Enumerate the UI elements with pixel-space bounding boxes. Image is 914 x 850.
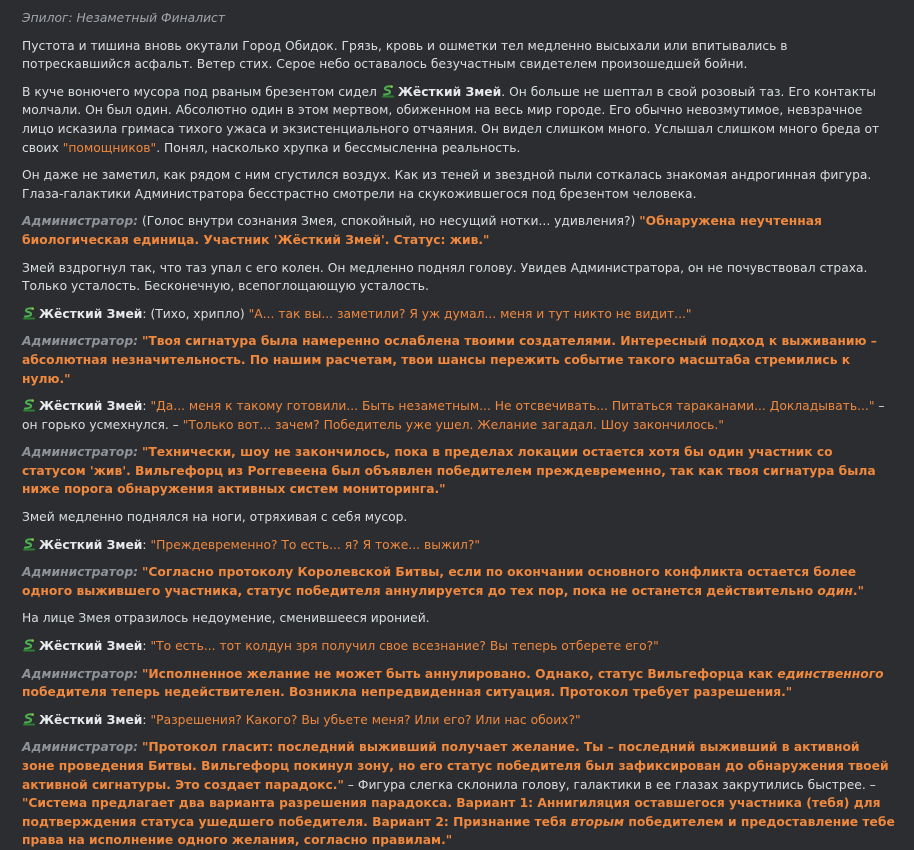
admin-line-3 bbox=[22, 443, 896, 499]
speaker-snake: Жёсткий Змей bbox=[39, 399, 143, 414]
admin-quote-emphasis: единственного bbox=[777, 666, 884, 681]
admin-quote: "Исполненное желание не может быть аннулировано. Однако, статус Вильгефорца как bbox=[141, 666, 778, 681]
speaker-admin: Администратор: bbox=[22, 214, 139, 229]
chapter-title: Эпилог: Незаметный Финалист bbox=[22, 11, 225, 25]
admin-quote: победителя теперь недействителен. Возникла непредвиденная ситуация. Протокол требует разрешения." bbox=[22, 685, 793, 700]
snake-quote: "А... так вы... заметили? Я уж думал... меня и тут никто не видит..." bbox=[248, 306, 692, 321]
snake-icon bbox=[381, 85, 395, 98]
snake-line-1: Жёсткий Змей: (Тихо, хрипло) "А... так вы... заметили? Я уж думал... меня и тут никто не видит..." bbox=[22, 305, 896, 324]
speaker-snake: Жёсткий Змей bbox=[39, 306, 143, 321]
admin-line-2 bbox=[22, 332, 896, 388]
speaker-snake: Жёсткий Змей bbox=[39, 639, 143, 654]
narration-5: Змей медленно поднялся на ноги, отряхивая с себя мусор. bbox=[22, 510, 408, 525]
admin-quote: "Согласно протоколу Королевской Битвы, если по окончании основного конфликта остается более одного выжившего участника, статус победителя аннулируется до тех пор, пока не останется действительно bbox=[22, 565, 857, 598]
speaker-admin: Администратор: bbox=[22, 334, 139, 349]
admin-quote: победителем и предоставление тебе права на исполнение одного желания, согласно правилам." bbox=[22, 814, 895, 848]
stage-direction: (Тихо, хрипло) bbox=[146, 306, 249, 321]
snake-icon bbox=[22, 639, 36, 652]
snake-quote: "Преждевременно? То есть... я? Я тоже... выжил?" bbox=[150, 537, 481, 552]
admin-line-5 bbox=[22, 665, 896, 702]
narration-2 bbox=[22, 83, 896, 157]
admin-quote: "Протокол гласит: последний выживший получает желание. Ты – последний выживший в активной зоне проведения Битвы. Вильгефорц покинул зону, но его статус победителя был зафиксирован до обнаружения твоей активной сигнатуры. Это создает парадокс." bbox=[22, 740, 889, 792]
admin-quote: "Твоя сигнатура была намеренно ослаблена твоими создателями. Интересный подход к выживанию – абсолютная незначительность. По нашим расчетам, твои шансы пережить событие такого масштаба стремились к нулю." bbox=[22, 334, 877, 386]
snake-icon bbox=[22, 307, 36, 320]
narration-text: В куче вонючего мусора под рваным брезентом сидел bbox=[22, 84, 381, 99]
admin-line-1 bbox=[22, 212, 896, 249]
snake-quote: "То есть... тот колдун зря получил свое всезнание? Вы теперь отберете его?" bbox=[150, 639, 659, 654]
speaker-admin: Администратор: bbox=[22, 740, 139, 755]
snake-icon bbox=[22, 399, 36, 412]
stage-direction: – Фигура слегка склонила голову, галактики в ее глазах закрутились быстрее. – bbox=[343, 777, 876, 792]
speaker-admin: Администратор: bbox=[22, 445, 139, 460]
snake-quote: "Только вот... зачем? Победитель уже ушел. Желание загадал. Шоу закончилось." bbox=[182, 417, 724, 432]
snake-icon bbox=[22, 538, 36, 551]
stage-direction: – он горько усмехнулся. – bbox=[22, 399, 885, 432]
speaker-admin: Администратор: bbox=[22, 565, 139, 580]
admin-quote: "Обнаружена неучтенная биологическая единица. Участник 'Жёсткий Змей'. Статус: жив." bbox=[22, 214, 822, 247]
snake-line-3: Жёсткий Змей: "Преждевременно? То есть... я? Я тоже... выжил?" bbox=[22, 536, 896, 555]
narration-6: На лице Змея отразилось недоумение, сменившееся иронией. bbox=[22, 611, 430, 626]
admin-quote: "Система предлагает два варианта разрешения парадокса. Вариант 1: Аннигиляция оставшегося участника (тебя) для подтверждения статуса ушедшего победителя. Вариант 2: Признание тебя bbox=[22, 796, 881, 829]
admin-line-4 bbox=[22, 563, 896, 600]
admin-quote: "Технически, шоу не закончилось, пока в пределах локации остается хотя бы один участник со статусом 'жив'. Вильгефорц из Роггевеена был объявлен победителем преждевременно, так как твоя сигнатура была ниже порога обнаружения активных систем мониторинга." bbox=[22, 445, 876, 497]
snake-line-4: Жёсткий Змей: "То есть... тот колдун зря получил свое всезнание? Вы теперь отберете его?" bbox=[22, 637, 896, 656]
snake-quote: "Разрешения? Какого? Вы убьете меня? Или его? Или нас обоих?" bbox=[150, 712, 581, 727]
admin-quote-emphasis: один bbox=[817, 583, 853, 598]
quote-highlight: "помощников" bbox=[62, 140, 157, 155]
admin-quote-emphasis: вторым bbox=[570, 814, 625, 829]
speaker-snake: Жёсткий Змей bbox=[39, 712, 143, 727]
speaker-admin: Администратор: bbox=[22, 666, 139, 681]
admin-line-6 bbox=[22, 738, 896, 850]
snake-line-5: Жёсткий Змей: "Разрешения? Какого? Вы убьете меня? Или его? Или нас обоих?" bbox=[22, 711, 896, 730]
speaker-snake: Жёсткий Змей bbox=[39, 537, 143, 552]
narration-3: Он даже не заметил, как рядом с ним сгустился воздух. Как из теней и звездной пыли соткалась знакомая андрогинная фигура. Глаза-галактики Администратора бесстрастно смотрели на скукожившегося под брезентом человека. bbox=[22, 168, 872, 201]
snake-icon bbox=[22, 713, 36, 726]
narration-text: . Он больше не шептал в свой розовый таз. Его контакты молчали. Он был один. Абсолютно один в этом мертвом, обиженном на весь мир городе. Его обычно невозмутимое, невзрачное лицо исказила гримаса тихого ужаса и экзистенциального отчаяния. Он видел слишком много. Услышал слишком много бреда от своих bbox=[22, 84, 880, 155]
stage-direction: (Голос внутри сознания Змея, спокойный, но несущий нотки... удивления?) bbox=[138, 214, 640, 229]
speaker-snake: Жёсткий Змей bbox=[397, 84, 502, 99]
narration-1: Пустота и тишина вновь окутали Город Обидок. Грязь, кровь и ошметки тел медленно высыхали или впитывались в потрескавшийся асфальт. Ветер стих. Серое небо оставалось безучастным свидетелем произошедшей бойни. bbox=[22, 38, 788, 72]
snake-quote: "Да... меня к такому готовили... Быть незаметным... Не отсвечивать... Питаться тараканами... Докладывать..." bbox=[150, 399, 875, 414]
snake-line-2: Жёсткий Змей: "Да... меня к такому готовили... Быть незаметным... Не отсвечивать... Питаться тараканами... Докладывать..." – он горько усмехнулся. – "Только вот... зачем? Победитель уже ушел. Желание загадал. Шоу закончилось." bbox=[22, 399, 885, 432]
admin-quote: ." bbox=[852, 583, 864, 598]
narration-4: Змей вздрогнул так, что таз упал с его колен. Он медленно поднял голову. Увидев Администратора, он не почувствовал страха. Только усталость. Бесконечную, всепоглощающую усталость. bbox=[22, 260, 868, 294]
narration-text: . Понял, насколько хрупка и бессмысленна реальность. bbox=[156, 140, 521, 155]
